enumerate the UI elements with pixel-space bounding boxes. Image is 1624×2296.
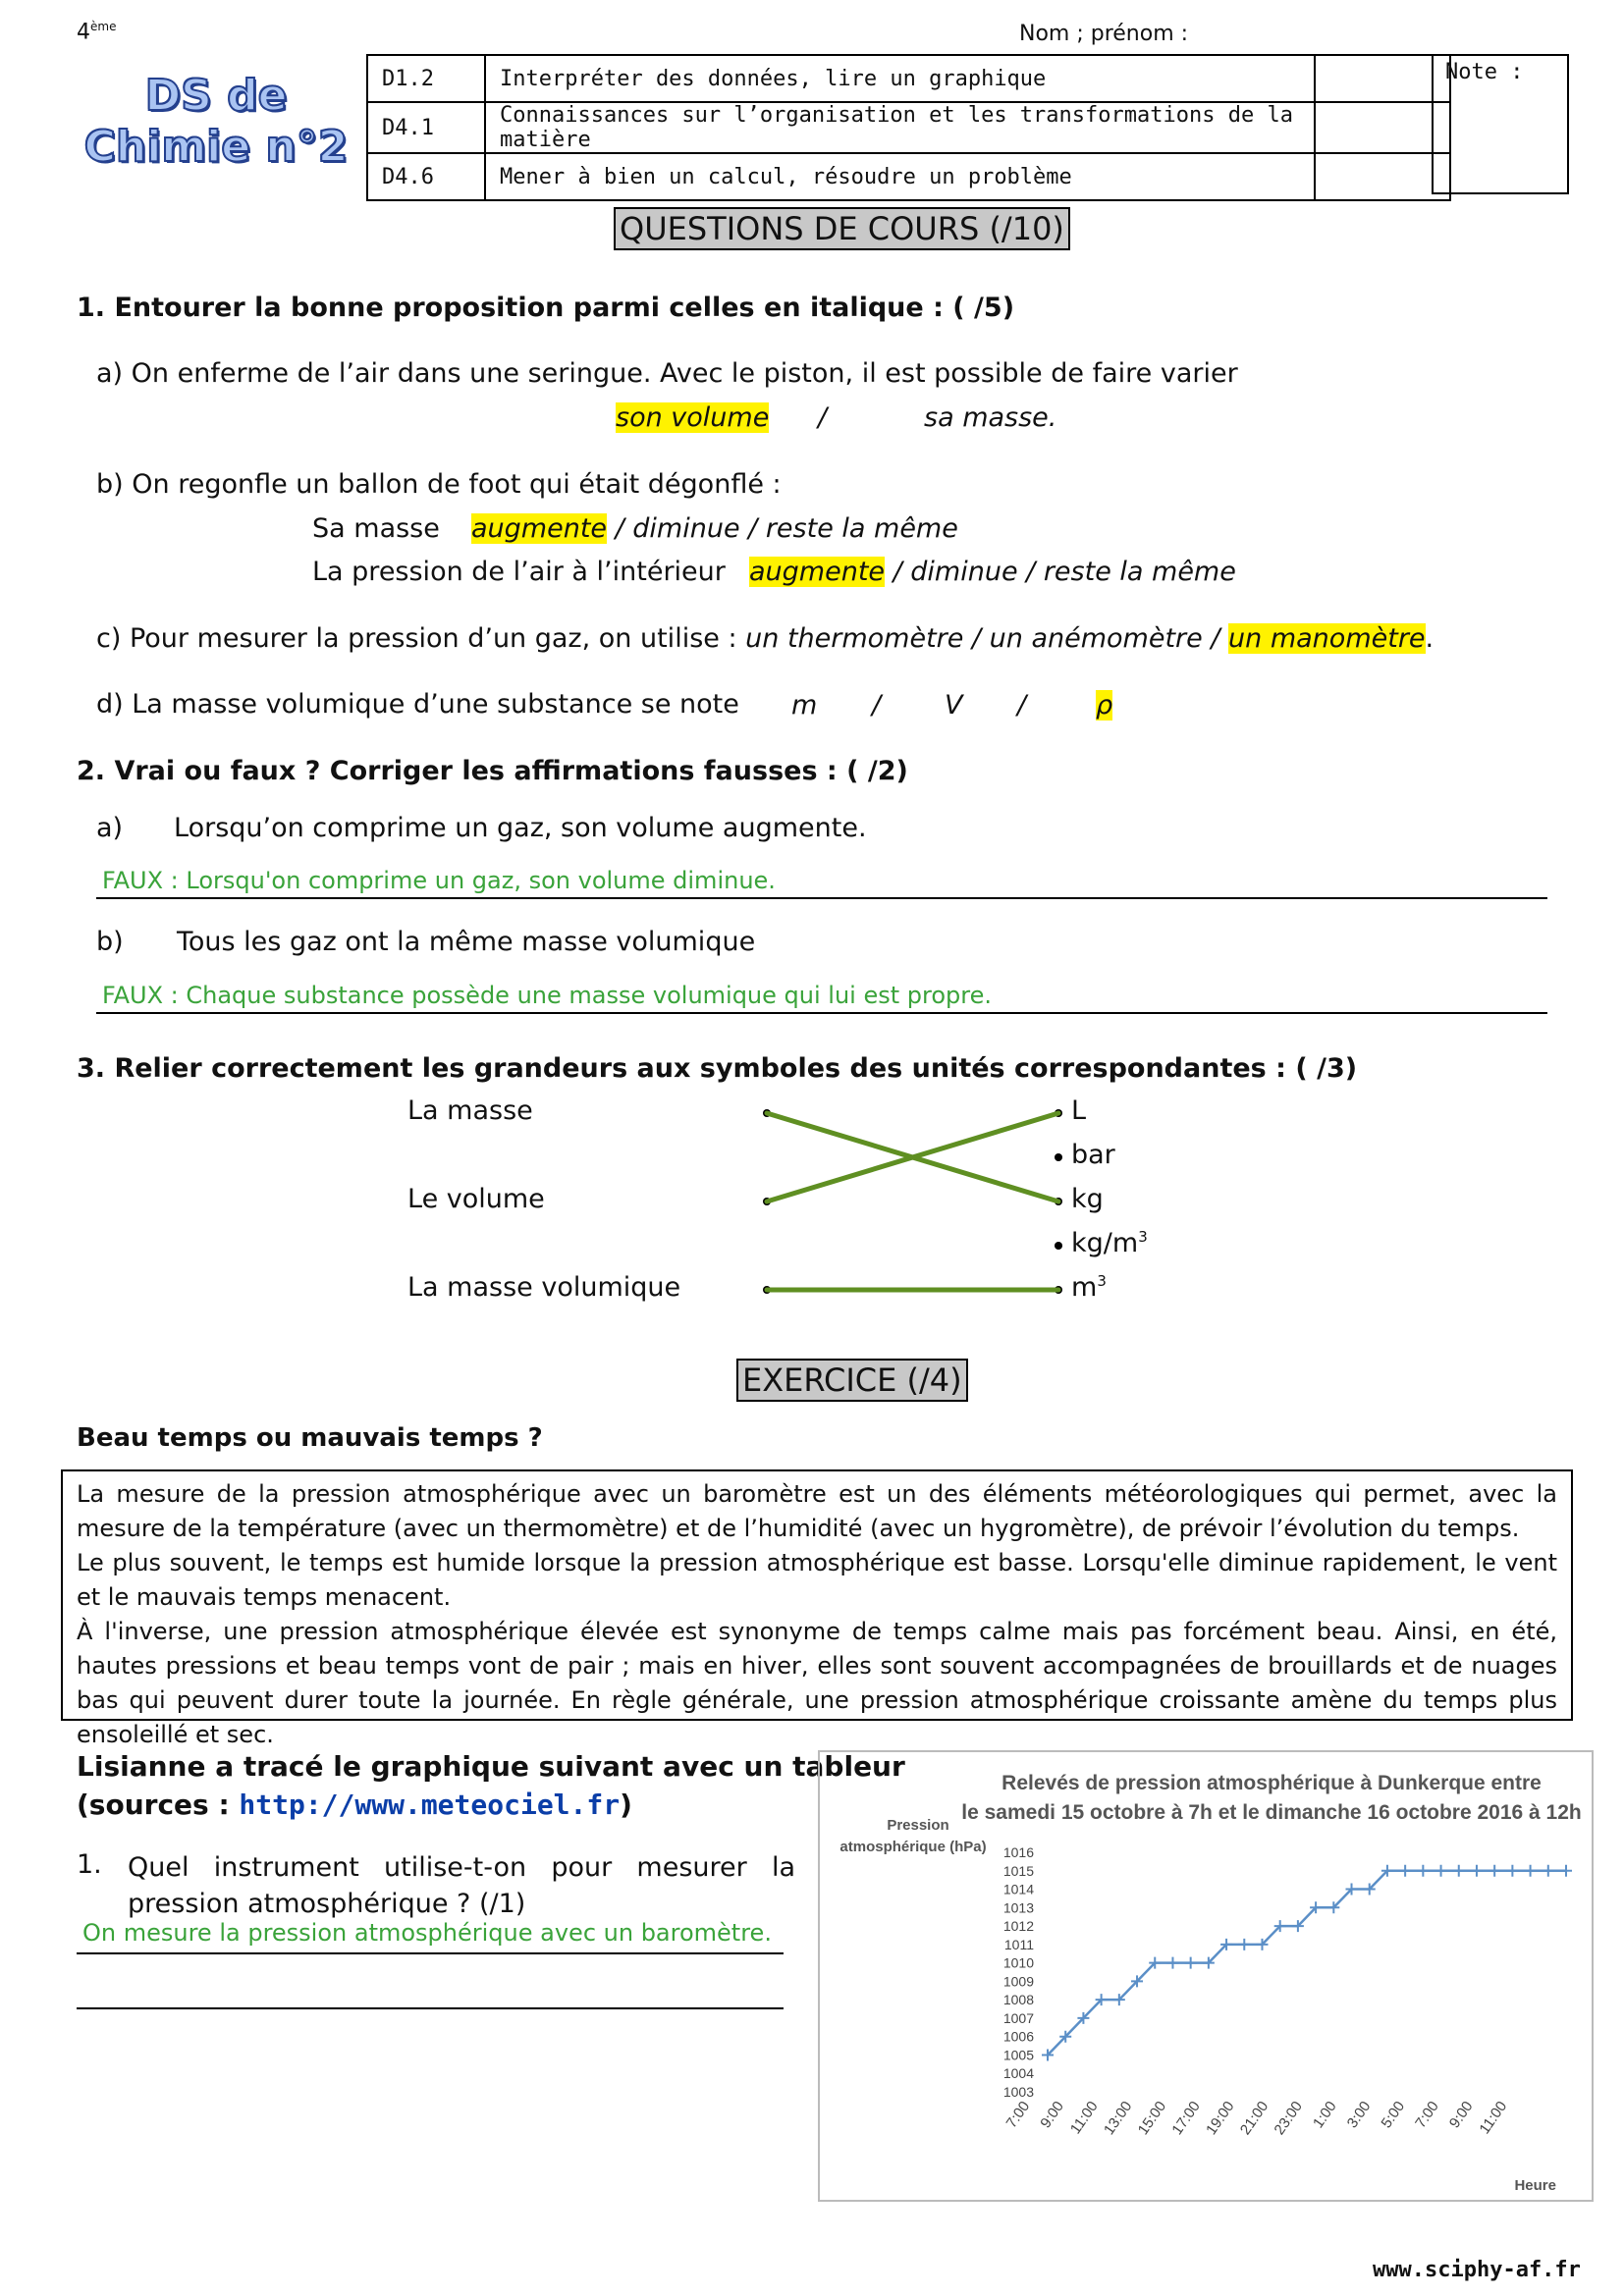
chart-y-tick-label: 1016 (1002, 1844, 1034, 1860)
competence-code: D4.6 (367, 153, 485, 200)
chart-x-tick-label: 5:00 (1378, 2098, 1409, 2132)
meteociel-link[interactable]: http://www.meteociel.fr (239, 1789, 621, 1821)
exercice-paragraph: La mesure de la pression atmosphérique avec un baromètre est un des éléments météorologiques qui permet, avec la mesure de la température (avec un thermomètre) et de l’humidité (avec un hygromètre), de prévoir l’évolution du temps. (77, 1480, 1557, 1542)
q3-left-item: La masse (407, 1095, 533, 1126)
chart-y-tick-label: 1012 (1002, 1918, 1034, 1935)
chart-x-tick-label: 19:00 (1203, 2098, 1238, 2139)
chart-title-line-2: le samedi 15 octobre à 7h et le dimanche 16 octobre 2016 à 12h (961, 1801, 1582, 1824)
chart-data-point (1506, 1865, 1518, 1877)
q1d-option-v[interactable]: V (945, 690, 963, 721)
q1a-separator: / (818, 402, 828, 433)
pressure-chart-frame (818, 1750, 1594, 2202)
chart-x-tick-label: 7:00 (1002, 2098, 1034, 2132)
q3-right-dot[interactable] (1055, 1153, 1062, 1161)
chart-x-tick-label: 15:00 (1134, 2098, 1170, 2139)
q1b1-options[interactable]: augmente / diminue / reste la même (471, 513, 958, 544)
level: 4ème (77, 20, 117, 45)
footer-site: www.sciphy-af.fr (1373, 2258, 1581, 2282)
exercice-heading: Beau temps ou mauvais temps ? (77, 1423, 543, 1453)
chart-y-tick-label: 1006 (1002, 2028, 1034, 2045)
pressure-chart (820, 1752, 1592, 2200)
chart-data-point (1417, 1865, 1429, 1877)
q2-title: 2. Vrai ou faux ? Corriger les affirmations fausses : ( /2) (77, 756, 908, 786)
section-title-exercice: EXERCICE (/4) (736, 1359, 968, 1402)
chart-data-point (1166, 1957, 1178, 1969)
q3-left-item: Le volume (407, 1184, 545, 1214)
exercice-q1-line-2 (77, 2007, 784, 2009)
chart-data-point (1471, 1865, 1483, 1877)
q3-right-item: kg (1071, 1184, 1104, 1214)
chart-y-tick-label: 1005 (1002, 2047, 1034, 2063)
q1b1-label: Sa masse (312, 513, 440, 544)
q2a-answer[interactable]: FAUX : Lorsqu'on comprime un gaz, son volume diminue. (102, 867, 776, 894)
competence-label: Interpréter des données, lire un graphique (485, 55, 1315, 102)
chart-ylabel-line-1: Pression (887, 1817, 949, 1834)
chart-data-point (1435, 1865, 1447, 1877)
chart-y-tick-label: 1008 (1002, 1992, 1034, 2008)
q1d-option-rho[interactable]: ρ (1096, 690, 1113, 721)
q1c-text: c) Pour mesurer la pression d’un gaz, on utilise : un thermomètre / un anémomètre / un manomètre. (96, 623, 1435, 654)
chart-y-tick-label: 1007 (1002, 2009, 1034, 2026)
chart-data-point (1185, 1957, 1197, 1969)
q1a-option-masse[interactable]: sa masse. (924, 402, 1057, 433)
chart-xlabel: Heure (1514, 2177, 1556, 2194)
q2a-label: a) (96, 813, 124, 843)
competence-code: D4.1 (367, 102, 485, 153)
chart-x-tick-label: 3:00 (1343, 2098, 1375, 2132)
chart-x-tick-label: 1:00 (1310, 2098, 1340, 2132)
competence-label: Connaissances sur l’organisation et les transformations de la matière (485, 102, 1315, 153)
chart-data-point (1543, 1865, 1554, 1877)
q2b-text: Tous les gaz ont la même masse volumique (177, 927, 756, 957)
chart-series-line (1048, 1871, 1566, 2056)
chart-y-tick-label: 1009 (1002, 1973, 1034, 1990)
q3-right-item: $m^3$ (1071, 1272, 1107, 1303)
note-label: Note : (1445, 60, 1524, 84)
chart-title-line-1: Relevés de pression atmosphérique à Dunkerque entre (1001, 1772, 1542, 1794)
chart-x-tick-label: 23:00 (1271, 2098, 1306, 2139)
chart-y-tick-label: 1004 (1002, 2065, 1034, 2082)
chart-data-point (1399, 1865, 1411, 1877)
q3-left-item: La masse volumique (407, 1272, 681, 1303)
competence-label: Mener à bien un calcul, résoudre un problème (485, 153, 1315, 200)
chart-x-tick-label: 21:00 (1236, 2098, 1272, 2139)
q3-right-item: L (1071, 1095, 1087, 1126)
exercice-text-box (61, 1469, 1573, 1748)
chart-data-point (1453, 1865, 1465, 1877)
q1a-option-volume[interactable]: son volume (616, 402, 770, 433)
chart-x-tick-label: 9:00 (1445, 2098, 1477, 2132)
q1d-option-m[interactable]: m (791, 690, 818, 721)
chart-y-tick-label: 1010 (1002, 1954, 1034, 1971)
chart-data-point (1489, 1865, 1500, 1877)
chart-y-tick-label: 1013 (1002, 1899, 1034, 1916)
chart-data-point (1560, 1865, 1572, 1877)
q1d-sep-2: / (1017, 690, 1027, 721)
q1a-text: a) On enferme de l’air dans une seringue. Avec le piston, il est possible de faire varier (96, 358, 1238, 389)
q2b-answer[interactable]: FAUX : Chaque substance possède une masse volumique qui lui est propre. (102, 982, 992, 1009)
logo-line-2: Chimie n°2 (83, 122, 349, 172)
q1d-sep-1: / (872, 690, 882, 721)
name-label: Nom ; prénom : (1019, 22, 1189, 46)
q3-right-item: $kg/m^3$ (1071, 1228, 1148, 1258)
exercice-q1-text: Quel instrument utilise-t-on pour mesurer la pression atmosphérique ? (/1) (128, 1852, 795, 1919)
q3-right-dot[interactable] (1055, 1242, 1062, 1250)
chart-x-tick-label: 11:00 (1476, 2098, 1511, 2138)
q2a-text: Lorsqu’on comprime un gaz, son volume augmente. (174, 813, 867, 843)
chart-x-tick-label: 11:00 (1066, 2098, 1102, 2138)
competence-code: D1.2 (367, 55, 485, 102)
chart-y-tick-label: 1014 (1002, 1881, 1034, 1897)
exercice-q1-number: 1. (77, 1849, 102, 1880)
chart-y-tick-label: 1015 (1002, 1862, 1034, 1879)
chart-x-tick-label: 7:00 (1412, 2098, 1442, 2132)
q3-right-item: bar (1071, 1140, 1115, 1170)
exercice-q1-answer[interactable]: On mesure la pression atmosphérique avec un baromètre. (82, 1919, 772, 1947)
q1b2-label: La pression de l’air à l’intérieur (312, 557, 726, 587)
chart-x-tick-label: 9:00 (1037, 2098, 1067, 2132)
exercice-intro-line-1: Lisianne a tracé le graphique suivant avec un tableur (77, 1750, 905, 1783)
chart-data-point (1525, 1865, 1537, 1877)
q1-title: 1. Entourer la bonne proposition parmi celles en italique : ( /5) (77, 293, 1015, 323)
chart-x-tick-label: 17:00 (1168, 2098, 1204, 2139)
chart-data-point (1238, 1939, 1250, 1950)
logo-line-1: DS de (144, 71, 288, 121)
q1b2-options[interactable]: augmente / diminue / reste la même (749, 557, 1236, 587)
q1d-text: d) La masse volumique d’une substance se note (96, 689, 739, 720)
exercice-paragraph: Le plus souvent, le temps est humide lorsque la pression atmosphérique est basse. Lorsqu'elle diminue rapidement, le vent et le mauvais temps menacent. (77, 1549, 1557, 1611)
q1b-text: b) On regonfle un ballon de foot qui était dégonflé : (96, 469, 782, 500)
q3-title: 3. Relier correctement les grandeurs aux symboles des unités correspondantes : ( /3) (77, 1053, 1358, 1084)
exercice-paragraph: À l'inverse, une pression atmosphérique élevée est synonyme de temps calme mais pas forcément beau. Ainsi, en été, hautes pressions et beau temps vont de pair ; mais en hiver, elles sont souvent accompagnées de brouillards et de nuages bas qui peuvent durer toute la journée. En règle générale, une pression atmosphérique croissante amène du temps plus ensoleillé et sec. (77, 1618, 1557, 1748)
exercice-intro-line-2: (sources : http://www.meteociel.fr) (77, 1789, 632, 1821)
exercice-q1-line-1 (77, 1952, 784, 1954)
chart-y-tick-label: 1003 (1002, 2084, 1034, 2100)
q2b-label: b) (96, 927, 124, 957)
chart-x-tick-label: 13:00 (1100, 2098, 1136, 2139)
section-title-cours: QUESTIONS DE COURS (/10) (614, 207, 1070, 250)
chart-ylabel-line-2: atmosphérique (hPa) (839, 1839, 987, 1855)
chart-y-tick-label: 1011 (1003, 1936, 1034, 1952)
